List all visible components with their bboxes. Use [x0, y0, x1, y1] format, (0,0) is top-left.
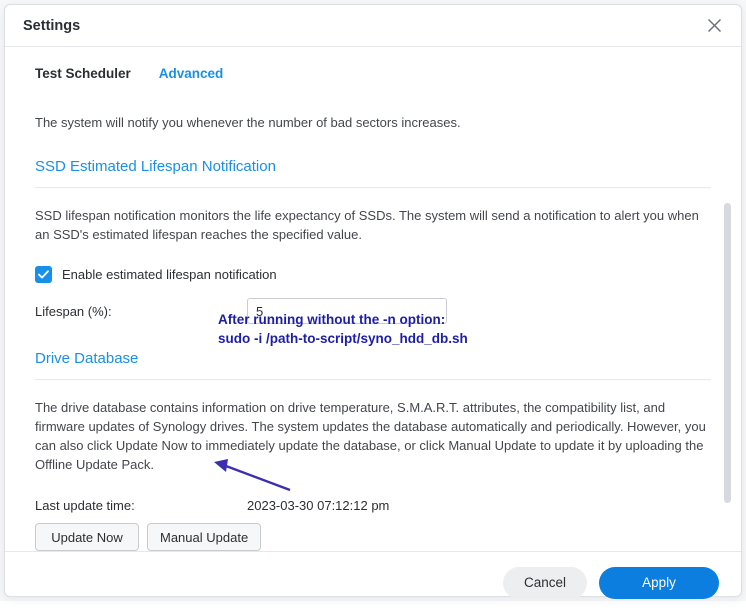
annotation-line-1: After running without the -n option: — [218, 312, 446, 327]
manual-update-button[interactable]: Manual Update — [147, 523, 261, 551]
lifespan-input[interactable] — [247, 298, 447, 324]
enable-lifespan-label[interactable]: Enable estimated lifespan notification — [62, 267, 277, 282]
tab-advanced[interactable]: Advanced — [158, 66, 224, 81]
bad-sector-note: The system will notify you whenever the number of bad sectors increases. — [35, 115, 461, 130]
drive-database-buttons — [35, 523, 711, 551]
tab-test-scheduler[interactable]: Test Scheduler — [35, 66, 131, 81]
drive-database-description: The drive database contains information on drive temperature, S.M.A.R.T. attributes, the compatibility list, and firmware updates of Synology drives. The system updates the database automatically and periodically. However, you can also click Update Now to immediately update the database, or click Manual Update to update it by uploading the Offline Update Pack. — [35, 400, 706, 472]
ssd-lifespan-section-title: SSD Estimated Lifespan Notification — [35, 158, 276, 175]
annotation-line-2: sudo -i /path-to-script/syno_hdd_db.sh — [218, 331, 468, 346]
dialog-titlebar — [5, 5, 741, 47]
dialog-footer — [5, 551, 741, 613]
section-divider-2 — [35, 379, 711, 380]
section-divider-1 — [35, 187, 711, 188]
last-update-value: 2023-03-30 07:12:12 pm — [247, 498, 390, 513]
cancel-button[interactable]: Cancel — [503, 567, 587, 599]
settings-dialog — [4, 4, 742, 597]
settings-content — [5, 95, 741, 551]
enable-lifespan-checkbox[interactable] — [35, 266, 52, 283]
lifespan-label: Lifespan (%): — [35, 303, 112, 319]
tab-bar — [5, 55, 741, 95]
last-update-row — [35, 498, 711, 513]
enable-lifespan-row — [35, 266, 711, 283]
apply-button[interactable]: Apply — [599, 567, 719, 599]
last-update-label: Last update time: — [35, 498, 135, 513]
close-icon[interactable] — [701, 13, 727, 39]
update-now-button[interactable]: Update Now — [35, 523, 139, 551]
lifespan-row — [35, 298, 711, 324]
drive-database-section-title: Drive Database — [35, 350, 139, 367]
content-scrollbar[interactable] — [724, 203, 731, 503]
ssd-lifespan-description: SSD lifespan notification monitors the life expectancy of SSDs. The system will send a notification to alert you when an SSD's estimated lifespan reaches the specified value. — [35, 208, 699, 242]
dialog-title: Settings — [23, 17, 81, 34]
